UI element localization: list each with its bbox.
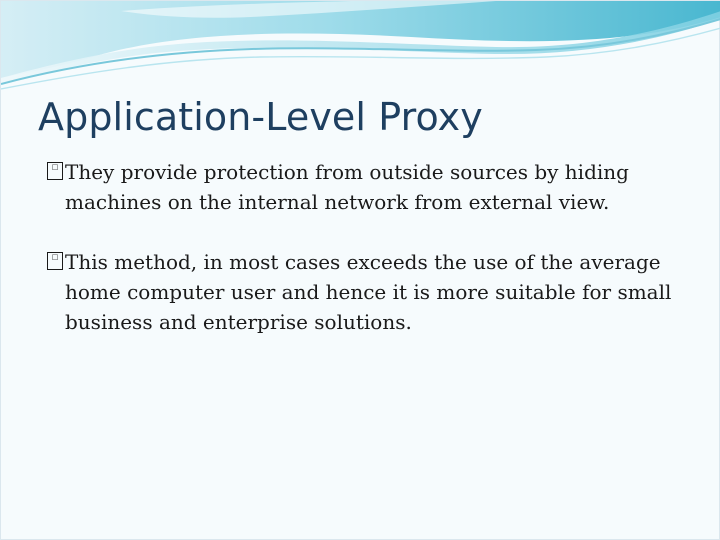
unknown-glyph-icon: □ (47, 252, 63, 270)
slide-title: Application-Level Proxy (38, 95, 483, 139)
bullet-item (47, 247, 687, 337)
bullet-text: They provide protection from outside sources by hiding machines on the internal network from external view. (65, 160, 629, 214)
top-wave-decoration (1, 1, 720, 93)
bullet-list (47, 157, 687, 367)
bullet-text: This method, in most cases exceeds the use of the average home computer user and hence it is more suitable for small business and enterprise solutions. (65, 250, 672, 334)
bullet-item (47, 157, 687, 217)
unknown-glyph-icon: □ (47, 162, 63, 180)
